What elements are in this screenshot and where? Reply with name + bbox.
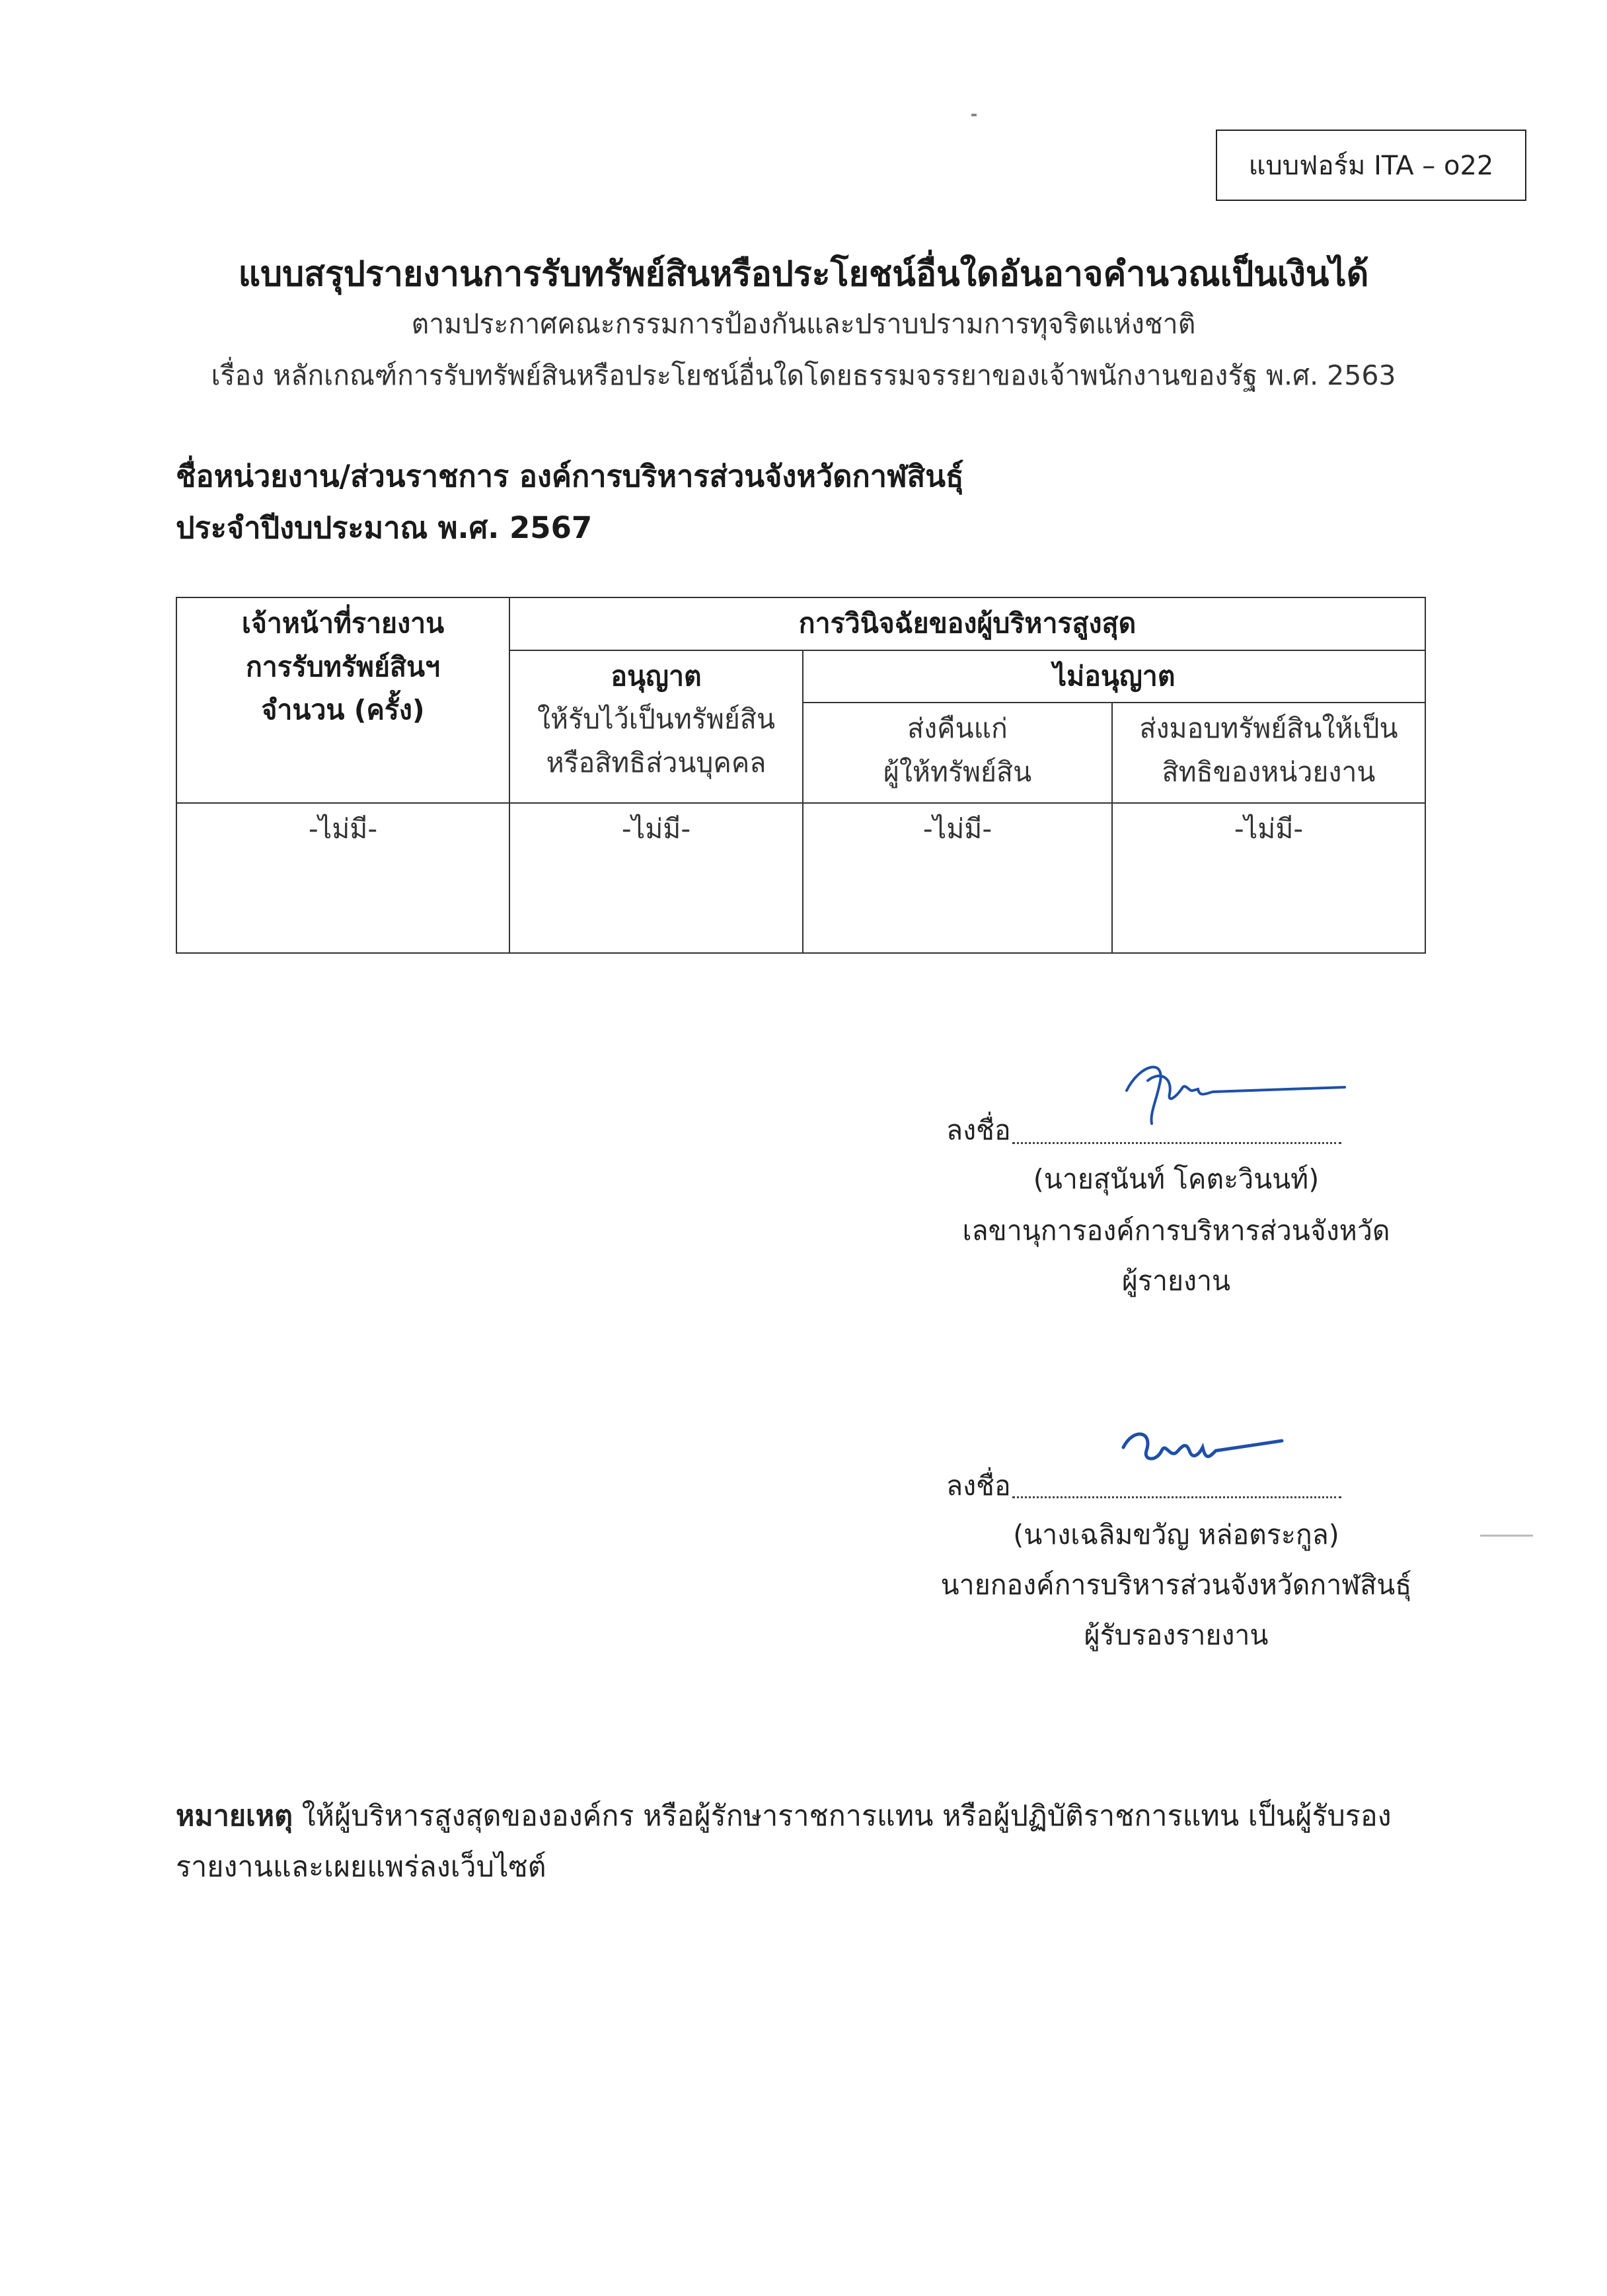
approve-sub-line-1: ให้รับไว้เป็นทรัพย์สิน [537, 703, 775, 736]
reporter-signature-mark [1113, 1051, 1358, 1130]
deny-return-line-1: ส่งคืนแก่ [907, 712, 1008, 745]
scan-speck [971, 114, 977, 116]
col-reporter-count-line-2: การรับทรัพย์สินฯ [245, 650, 441, 683]
value-approve: -ไม่มี- [509, 803, 803, 953]
agency-name: ชื่อหน่วยงาน/ส่วนราชการ องค์การบริหารส่วนจังหวัดกาฬสินธุ์ [176, 459, 964, 494]
signature-block-certifier [925, 1414, 1427, 1679]
document-subtitle-1: ตามประกาศคณะกรรมการป้องกันและปราบปรามการทุจริตแห่งชาติ [411, 308, 1196, 340]
sign-label-certifier: ลงชื่อ [946, 1470, 1011, 1502]
signature-line-certifier [1012, 1496, 1341, 1498]
certifier-name: (นางเฉลิมขวัญ หล่อตระกูล) [1013, 1519, 1339, 1550]
value-reporter-count: -ไม่มี- [176, 803, 509, 953]
note-line-2: รายงานและเผยแพร่ลงเว็บไซต์ [176, 1851, 546, 1884]
note [176, 1791, 1431, 1894]
scan-streak [1480, 1535, 1533, 1537]
document-title: แบบสรุปรายงานการรับทรัพย์สินหรือประโยชน์อื่นใดอันอาจคำนวณเป็นเงินได้ [238, 254, 1369, 294]
col-reporter-count-line-1: เจ้าหน้าที่รายงาน [241, 607, 445, 639]
signature-block-reporter [925, 1051, 1427, 1342]
col-reporter-count-header [176, 597, 509, 803]
reporter-name: (นายสุนันท์ โคตะวินนท์) [1033, 1163, 1320, 1195]
certifier-signature-mark [1117, 1421, 1289, 1480]
table-row [176, 803, 1425, 953]
document-subtitle-2: เรื่อง หลักเกณฑ์การรับทรัพย์สินหรือประโยชน์อื่นใดโดยธรรมจรรยาของเจ้าพนักงานของรัฐ พ.ศ. 2563 [211, 360, 1396, 391]
approve-header: อนุญาต [611, 660, 702, 692]
reporter-position: เลขานุการองค์การบริหารส่วนจังหวัด [962, 1215, 1390, 1246]
sign-label-reporter: ลงชื่อ [946, 1114, 1011, 1146]
deny-return-header [803, 703, 1112, 803]
deny-return-line-2: ผู้ให้ทรัพย์สิน [883, 755, 1032, 788]
form-code-box: แบบฟอร์ม ITA – o22 [1216, 130, 1526, 201]
value-deny-transfer: -ไม่มี- [1112, 803, 1425, 953]
deny-transfer-line-2: สิทธิของหน่วยงาน [1162, 755, 1376, 788]
signature-line-reporter [1012, 1142, 1341, 1144]
certifier-position: นายกองค์การบริหารส่วนจังหวัดกาฬสินธุ์ [940, 1569, 1412, 1601]
approve-header-cell [509, 650, 803, 804]
note-line-1: ให้ผู้บริหารสูงสุดขององค์กร หรือผู้รักษาราชการแทน หรือผู้ปฏิบัติราชการแทน เป็นผู้รับรอง [301, 1800, 1392, 1833]
deny-header: ไม่อนุญาต [803, 650, 1425, 703]
decision-header: การวินิจฉัยของผู้บริหารสูงสุด [509, 597, 1425, 650]
note-label: หมายเหตุ [176, 1800, 293, 1833]
value-deny-return: -ไม่มี- [803, 803, 1112, 953]
approve-sub-line-2: หรือสิทธิส่วนบุคคล [546, 746, 766, 779]
fiscal-year: ประจำปีงบประมาณ พ.ศ. 2567 [176, 510, 593, 545]
report-summary-table [176, 597, 1426, 954]
deny-transfer-line-1: ส่งมอบทรัพย์สินให้เป็น [1139, 712, 1398, 745]
certifier-role: ผู้รับรองรายงาน [1084, 1619, 1269, 1651]
reporter-role: ผู้รายงาน [1121, 1265, 1231, 1297]
col-reporter-count-line-3: จำนวน (ครั้ง) [261, 694, 425, 726]
deny-transfer-header [1112, 703, 1425, 803]
